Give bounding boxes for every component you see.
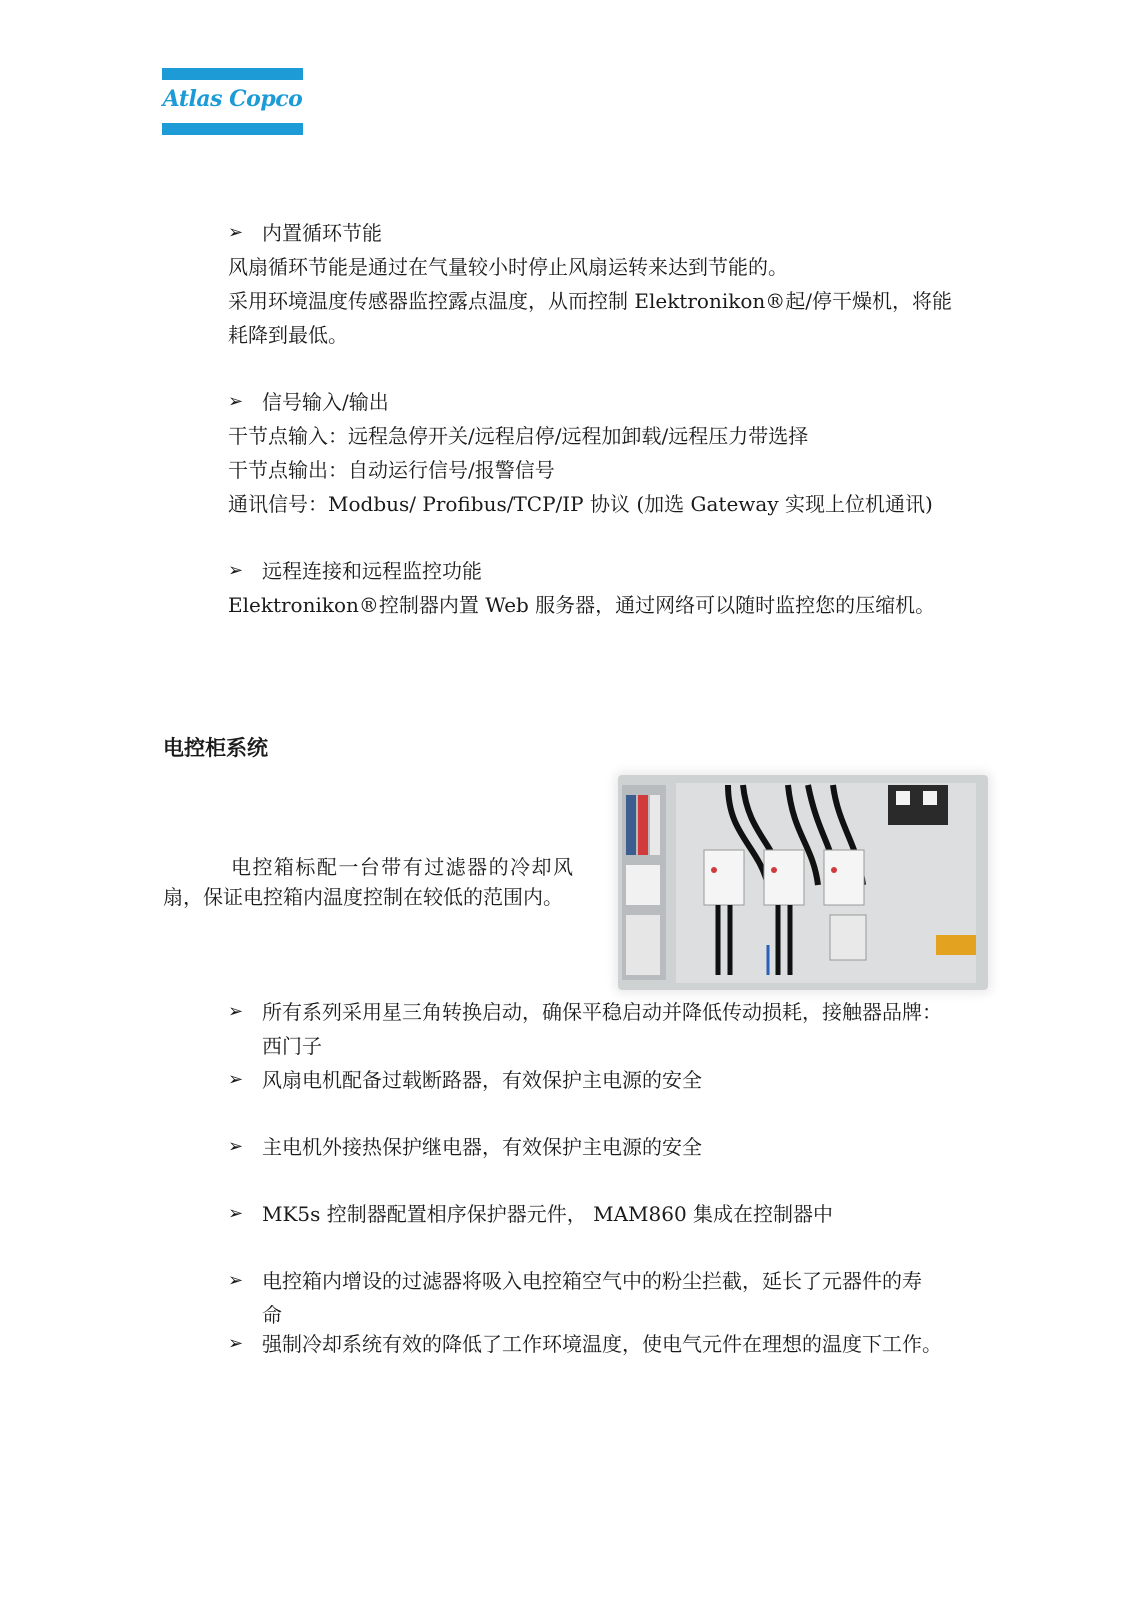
cabinet-bullet-1b: 西门子: [262, 1034, 322, 1058]
energy-title: [228, 219, 382, 247]
cabinet-bullet-3-text: 主电机外接热保护继电器，有效保护主电源的安全: [262, 1135, 702, 1159]
io-title: [228, 388, 389, 416]
cabinet-bullet-6: [228, 1330, 942, 1358]
io-dry-output: 干节点输出：自动运行信号/报警信号: [228, 458, 555, 482]
bullet-arrow-icon: ➢: [228, 1203, 244, 1224]
cabinet-bullet-6-text: 强制冷却系统有效的降低了工作环境温度，使电气元件在理想的温度下工作。: [262, 1332, 942, 1356]
energy-title-text: 内置循环节能: [262, 221, 382, 245]
bullet-arrow-icon: ➢: [228, 1069, 244, 1090]
energy-paragraph-2b: 耗降到最低。: [228, 323, 348, 347]
io-dry-input: 干节点输入：远程急停开关/远程启停/远程加卸载/远程压力带选择: [228, 424, 809, 448]
io-communication: 通讯信号：Modbus/ Profibus/TCP/IP 协议 (加选 Gateway 实现上位机通讯): [228, 492, 933, 516]
bullet-arrow-icon: ➢: [228, 222, 244, 243]
remote-title-text: 远程连接和远程监控功能: [262, 559, 482, 583]
cabinet-bullet-2: [228, 1066, 702, 1094]
cabinet-bullet-3: [228, 1133, 702, 1161]
cabinet-bullet-5a: [228, 1267, 922, 1295]
logo-top-bar: [162, 68, 303, 80]
cabinet-bullet-4-text: MK5s 控制器配置相序保护器元件， MAM860 集成在控制器中: [262, 1202, 834, 1226]
cabinet-intro: 电控箱标配一台带有过滤器的冷却风扇，保证电控箱内温度控制在较低的范围内。: [163, 855, 573, 909]
remote-title: [228, 557, 482, 585]
atlas-copco-logo: [162, 68, 303, 135]
bullet-arrow-icon: ➢: [228, 1001, 244, 1022]
io-title-text: 信号输入/输出: [262, 390, 389, 414]
bullet-arrow-icon: ➢: [228, 1136, 244, 1157]
bullet-arrow-icon: ➢: [228, 391, 244, 412]
cabinet-bullet-1a-text: 所有系列采用星三角转换启动，确保平稳启动并降低传动损耗，接触器品牌：: [262, 1000, 942, 1024]
remote-paragraph: Elektronikon®控制器内置 Web 服务器，通过网络可以随时监控您的压缩机。: [228, 593, 936, 617]
cabinet-heading: 电控柜系统: [163, 736, 268, 760]
cabinet-bullet-1a: [228, 998, 942, 1026]
cabinet-bullet-5b: 命: [262, 1303, 282, 1327]
energy-paragraph-2a: 采用环境温度传感器监控露点温度，从而控制 Elektronikon®起/停干燥机，将能: [228, 289, 953, 313]
bullet-arrow-icon: ➢: [228, 1333, 244, 1354]
logo-bottom-bar: [162, 123, 303, 135]
electrical-cabinet-photo: [618, 775, 988, 990]
cabinet-bullet-2-text: 风扇电机配备过载断路器，有效保护主电源的安全: [262, 1068, 702, 1092]
bullet-arrow-icon: ➢: [228, 560, 244, 581]
cabinet-bullet-5a-text: 电控箱内增设的过滤器将吸入电控箱空气中的粉尘拦截，延长了元器件的寿: [262, 1269, 922, 1293]
cabinet-bullet-4: [228, 1200, 833, 1228]
bullet-arrow-icon: ➢: [228, 1270, 244, 1291]
energy-paragraph-1: 风扇循环节能是通过在气量较小时停止风扇运转来达到节能的。: [228, 255, 788, 279]
logo-wordmark: Atlas Copco: [162, 86, 303, 112]
cabinet-photo-illustration: [618, 775, 988, 990]
